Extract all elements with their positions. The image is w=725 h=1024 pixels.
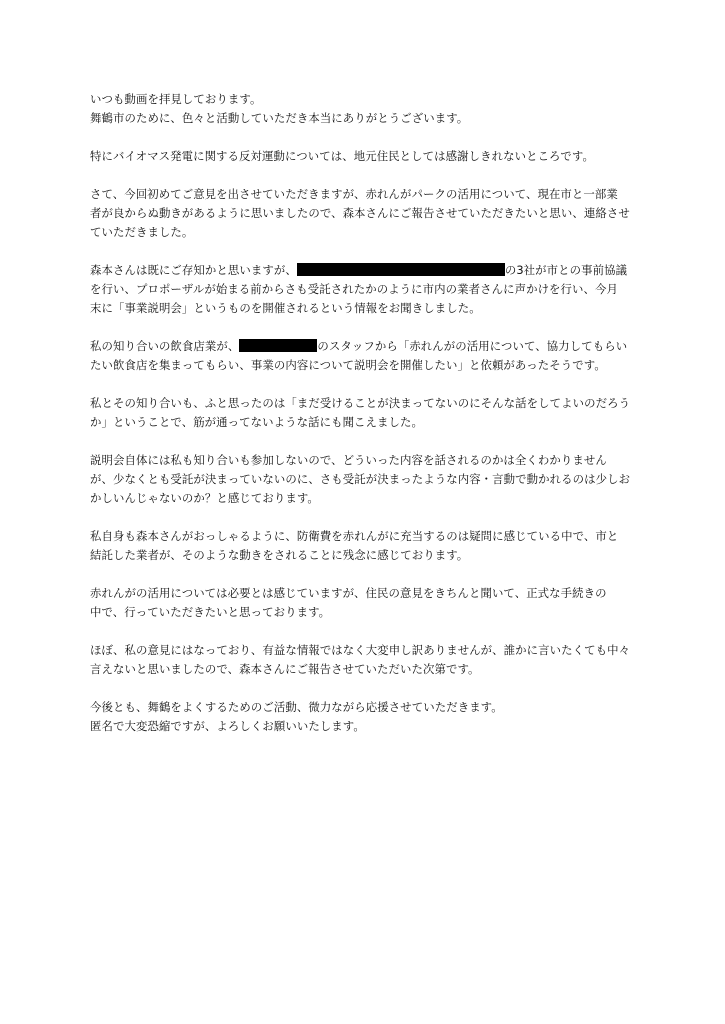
text-line xyxy=(90,280,650,299)
text-line xyxy=(90,337,650,356)
paragraph-restaurant xyxy=(90,337,650,375)
text-line xyxy=(90,109,650,128)
text-segment: 私の知り合いの飲食店業が、 xyxy=(90,339,240,353)
text-line xyxy=(90,356,650,375)
paragraph-companies xyxy=(90,261,650,318)
text-line xyxy=(90,470,650,489)
redaction-bar xyxy=(297,263,505,276)
text-line xyxy=(90,451,650,470)
text-line xyxy=(90,261,650,280)
text-segment: たい飲食店を集まってもらい、事業の内容について説明会を開催したい」と依頼があったそうです。 xyxy=(90,358,606,372)
text-segment: 中で、行っていただきたいと思っております。 xyxy=(90,605,331,619)
text-line xyxy=(90,717,650,736)
text-line xyxy=(90,394,650,413)
text-line xyxy=(90,527,650,546)
text-segment: 舞鶴市のために、色々と活動していただき本当にありがとうございます。 xyxy=(90,111,469,125)
text-line xyxy=(90,413,650,432)
text-segment: を行い、プロポーザルが始まる前からさも受託されたかのように市内の業者さんに声かけを行い、今月 xyxy=(90,282,619,296)
paragraph-briefing xyxy=(90,451,650,508)
text-line xyxy=(90,299,650,318)
text-line xyxy=(90,603,650,622)
text-line xyxy=(90,546,650,565)
text-segment: 言えないと思いましたので、森本さんにご報告させていただいた次第です。 xyxy=(90,662,480,676)
text-segment: 匿名で大変恐縮ですが、よろしくお願いいたします。 xyxy=(90,719,365,733)
letter-body xyxy=(90,90,650,755)
paragraph-greeting xyxy=(90,90,650,128)
paragraph-apology xyxy=(90,641,650,679)
text-segment: 今後とも、舞鶴をよくするためのご活動、微力ながら応援させていただきます。 xyxy=(90,700,503,714)
text-line xyxy=(90,584,650,603)
text-line xyxy=(90,223,650,242)
text-line xyxy=(90,204,650,223)
text-segment: 私自身も森本さんがおっしゃるように、防衛費を赤れんがに充当するのは疑問に感じている中で、市と xyxy=(90,529,619,543)
text-segment: 結託した業者が、そのような動きをされることに残念に感じております。 xyxy=(90,548,469,562)
text-segment: 特にバイオマス発電に関する反対運動については、地元住民としては感謝しきれないところです。 xyxy=(90,149,594,163)
text-segment: ていただきました。 xyxy=(90,225,194,239)
text-segment: さて、今回初めてご意見を出させていただきますが、赤れんがパークの活用について、現在市と一部業 xyxy=(90,187,618,201)
paragraph-doubt xyxy=(90,394,650,432)
paragraph-defense xyxy=(90,527,650,565)
redaction-bar xyxy=(239,339,317,352)
text-segment: かしいんじゃないのか？と感じております。 xyxy=(90,491,319,505)
text-segment: か」ということで、筋が通ってないような話にも聞こえました。 xyxy=(90,415,424,429)
text-line xyxy=(90,698,650,717)
text-segment: の3社が市との事前協議 xyxy=(504,263,628,277)
text-line xyxy=(90,641,650,660)
text-line xyxy=(90,660,650,679)
text-segment: が、少なくとも受託が決まっていないのに、さも受託が決まったような内容・言動で動かれるのは少しお xyxy=(90,472,631,486)
text-segment: 末に「事業説明会」というものを開催されるという情報をお聞きしました。 xyxy=(90,301,481,315)
paragraph-biomass xyxy=(90,147,650,166)
text-segment: いつも動画を拝見しております。 xyxy=(90,92,262,106)
text-line xyxy=(90,489,650,508)
text-segment: 説明会自体には私も知り合いも参加しないので、どういった内容を話されるのかは全くわかりません xyxy=(90,453,607,467)
text-segment: 森本さんは既にご存知かと思いますが、 xyxy=(90,263,297,277)
text-segment: のスタッフから「赤れんがの活用について、協力してもらい xyxy=(317,339,628,353)
paragraph-closing xyxy=(90,698,650,736)
paragraph-procedure xyxy=(90,584,650,622)
text-line xyxy=(90,90,650,109)
text-line xyxy=(90,185,650,204)
paragraph-intro xyxy=(90,185,650,242)
text-segment: 赤れんがの活用については必要とは感じていますが、住民の意見をきちんと聞いて、正式な手続きの xyxy=(90,586,607,600)
text-segment: 者が良からぬ動きがあるように思いましたので、森本さんにご報告させていただきたいと思い、連絡させ xyxy=(90,206,630,220)
text-segment: ほぼ、私の意見にはなっており、有益な情報ではなく大変申し訳ありませんが、誰かに言いたくても中々 xyxy=(90,643,631,657)
text-segment: 私とその知り合いも、ふと思ったのは「まだ受けることが決まってないのにそんな話をしてよいのだろう xyxy=(90,396,631,410)
text-line xyxy=(90,147,650,166)
